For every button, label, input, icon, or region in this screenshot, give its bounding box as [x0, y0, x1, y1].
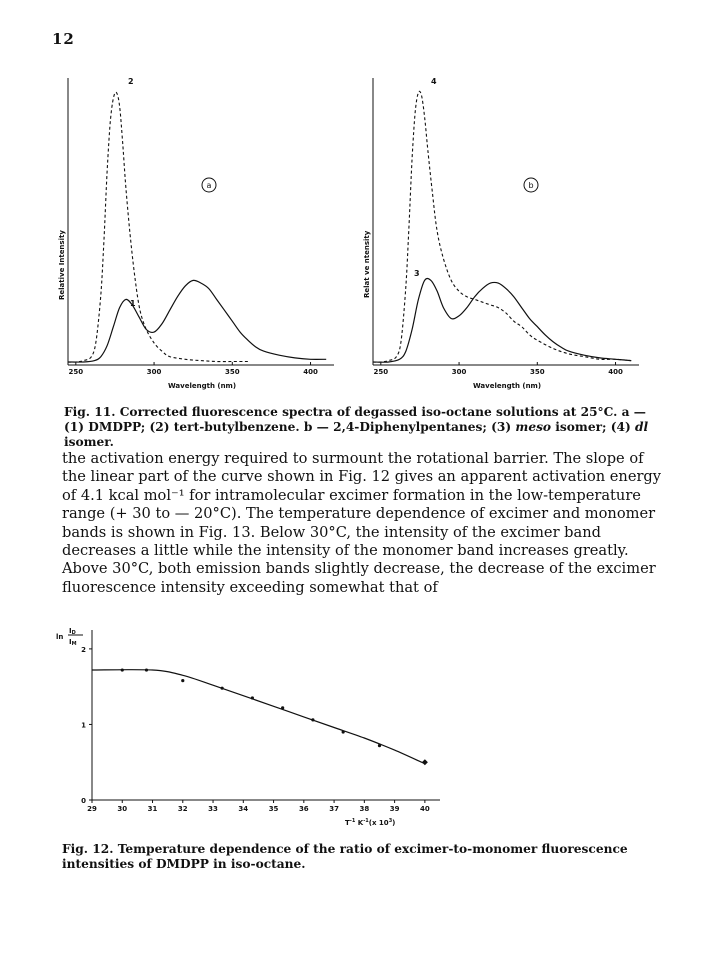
- fig12-xlabel-t: T: [345, 819, 350, 827]
- fig11-panel-a-chart: [52, 70, 342, 400]
- fig12-caption: Fig. 12. Temperature dependence of the ratio of excimer-to-monomer fluorescence intensities of DMDPP in iso-octane.: [62, 842, 628, 871]
- fig12-data-point: [311, 718, 314, 721]
- fig12-xlabel-k: K: [355, 819, 364, 827]
- page-number: 12: [52, 30, 75, 48]
- fig12-xlabel: [345, 818, 395, 827]
- fig12-data-point: [251, 696, 254, 699]
- fig11-caption-text-1: Fig. 11. Corrected fluorescence spectra of degassed iso-octane solutions at 25°C. a — (1) DMDPP; (2) tert-butylbenzene. b — 2,4-Diphenylpentanes; (3): [64, 405, 646, 434]
- fig12-fit-line: [92, 670, 425, 764]
- fig11-caption-meso: meso: [515, 420, 552, 434]
- fig11b-peak-label-4: 4: [431, 77, 437, 86]
- fig12-xtick-label: 30: [117, 805, 128, 813]
- fig11a-series-1-line: [68, 280, 326, 362]
- fig12-ylabel-den-sub: M: [71, 641, 77, 647]
- fig12-xtick-label: 36: [298, 805, 309, 813]
- fig12-xlabel-exp1: -1: [349, 818, 356, 824]
- fig12-xtick-label: 35: [268, 805, 279, 813]
- fig11a-xtick-label: 250: [68, 368, 84, 376]
- fig11b-xlabel: Wavelength (nm): [472, 382, 542, 390]
- fig12-data-point: [342, 730, 345, 733]
- fig12-xlabel-exp2: -1: [363, 818, 369, 824]
- fig11a-xlabel: Wavelength (nm): [167, 382, 237, 390]
- fig12-ytick-label: 2: [81, 645, 86, 654]
- fig11a-peak-label-2: 2: [128, 77, 134, 86]
- fig11b-xtick-label: 350: [529, 368, 545, 376]
- fig11-caption-text-3: isomer.: [64, 435, 114, 449]
- fig12-data-point: [181, 679, 184, 682]
- fig11-caption: [64, 405, 664, 450]
- fig12-xtick-label: 38: [359, 805, 370, 813]
- fig11b-xtick-label: 250: [373, 368, 389, 376]
- fig11-caption-dl: dl: [635, 420, 649, 434]
- fig12-ytick-label: 0: [81, 797, 86, 805]
- fig12-xtick-label: 31: [147, 805, 158, 813]
- fig12-xtick-label: 40: [419, 805, 430, 813]
- fig12-xtick-label: 33: [208, 805, 218, 813]
- fig12-ylabel-den-i: I: [69, 638, 72, 646]
- fig12-data-point: [378, 744, 381, 747]
- fig12-ylabel-num-sub: D: [71, 630, 76, 636]
- fig12-data-point: [121, 668, 124, 671]
- fig12-ytick-label: 1: [81, 721, 86, 730]
- fig11b-peak-label-3: 3: [414, 269, 420, 278]
- fig12-xlabel-close: ): [392, 819, 396, 827]
- fig12-chart: [55, 622, 475, 832]
- fig12-xtick-label: 29: [87, 805, 97, 813]
- fig12-ylabel-den: [69, 638, 77, 647]
- fig12-xtick-label: 37: [329, 805, 339, 813]
- fig12-xlabel-scale: (x 10: [368, 819, 389, 827]
- fig12-ylabel-num-i: I: [69, 627, 72, 635]
- fig11a-ylabel: Relative Intensity: [58, 230, 66, 300]
- fig11a-xtick-label: 400: [303, 368, 318, 376]
- fig12-xtick-label: 32: [177, 805, 188, 813]
- fig11b-panel-letter: b: [528, 181, 534, 190]
- fig11a-peak-label-1: 1: [130, 299, 136, 308]
- fig12-data-point: [145, 668, 148, 671]
- fig11a-xtick-label: 300: [146, 368, 162, 376]
- fig11b-xtick-label: 400: [608, 368, 623, 376]
- fig11-panel-b-chart: [355, 70, 645, 400]
- fig11a-series-2-line: [68, 92, 248, 362]
- fig11b-series-3-line: [373, 278, 631, 362]
- fig12-data-point: [221, 687, 224, 690]
- fig12-ylabel-ln: ln: [56, 633, 64, 641]
- fig11b-ylabel: Relat ve ntensity: [363, 230, 371, 298]
- fig12-xtick-label: 39: [389, 805, 400, 813]
- fig12-xtick-label: 34: [238, 805, 249, 813]
- fig12-xlabel-exp3: 3: [388, 818, 393, 824]
- body-paragraph: the activation energy required to surmount the rotational barrier. The slope of the linear part of the curve shown in Fig. 12 gives an apparent activation energy of 4.1 kcal mol⁻¹ for intramolecular excimer formation in the low-temperature range (+ 30 to — 20°C). The temperature dependence of excimer and monomer bands is shown in Fig. 13. Below 30°C, the intensity of the excimer band decreases a little while the intensity of the monomer band increases greatly. Above 30°C, both emission bands slightly decrease, the decrease of the excimer fluorescence intensity exceeding somewhat that of: [62, 450, 662, 596]
- fig11a-xtick-label: 350: [224, 368, 240, 376]
- fig11a-panel-letter: a: [206, 181, 212, 190]
- fig11-caption-text-2: isomer; (4): [551, 420, 635, 434]
- fig12-data-point: [281, 706, 284, 709]
- fig12-end-point: [422, 759, 428, 765]
- fig11b-xtick-label: 300: [451, 368, 467, 376]
- fig11b-series-4-line: [373, 91, 631, 362]
